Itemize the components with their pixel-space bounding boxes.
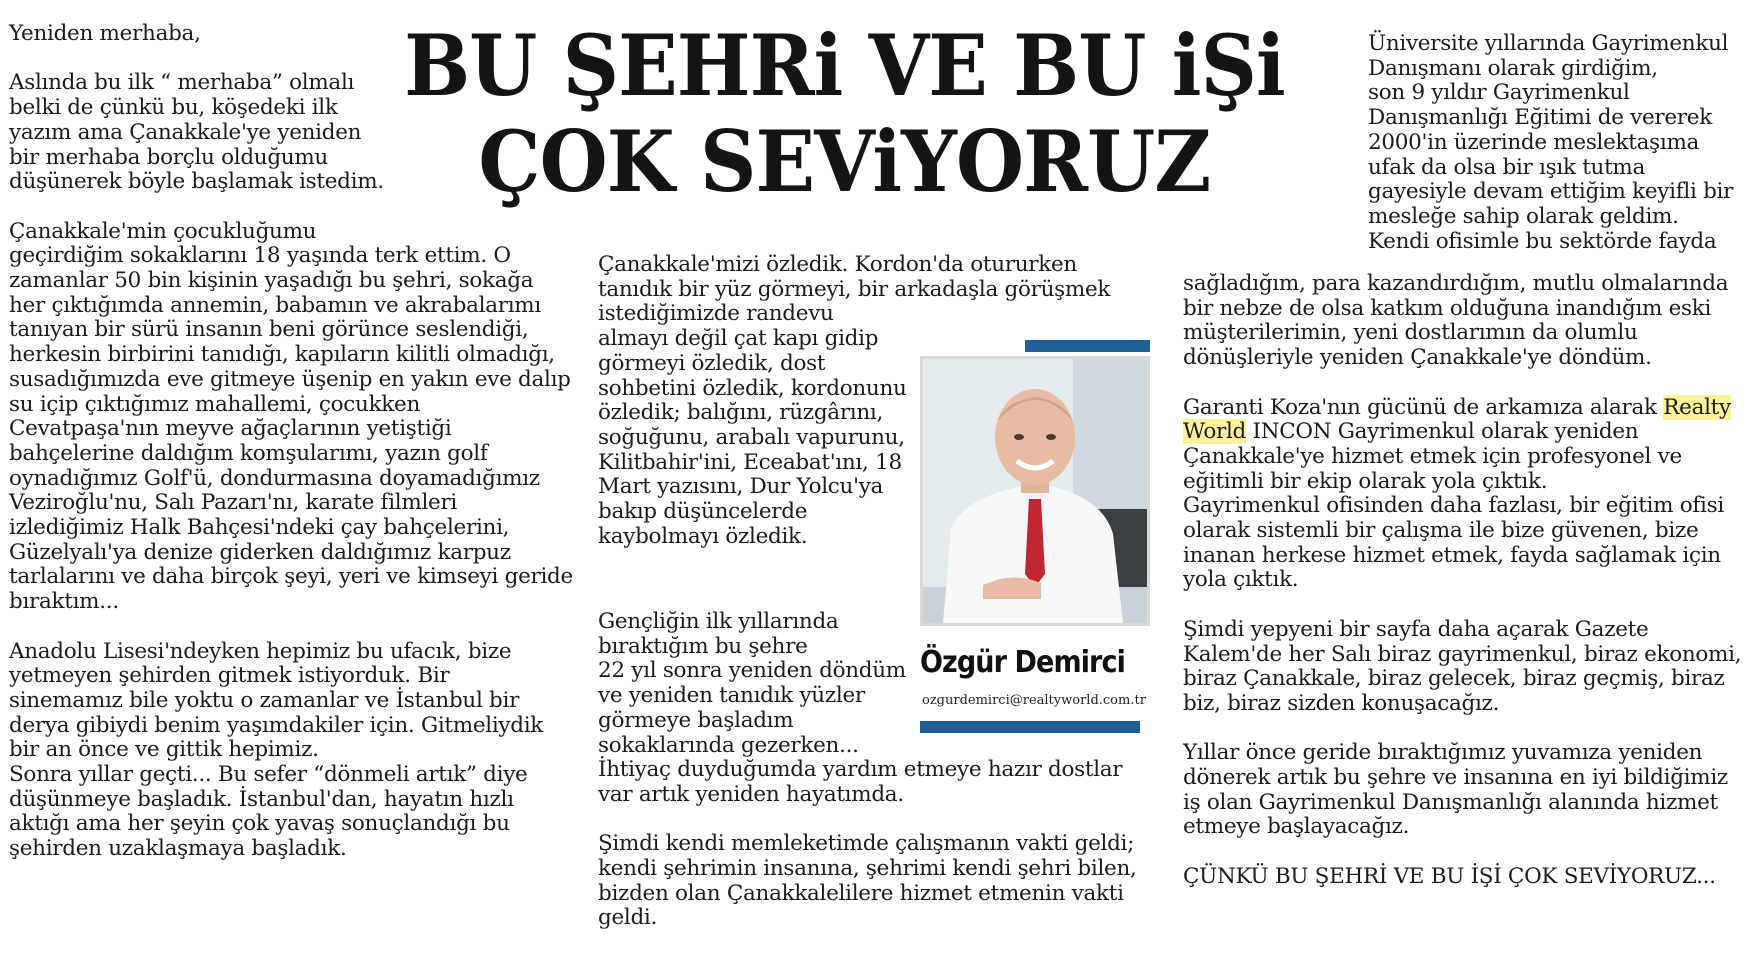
paragraph: Çanakkale'min çocukluğumu geçirdiğim sokaklarını 18 yaşında terk ettim. O zamanlar 50 bin kişinin yaşadığı bu şehri, sokağa her çıktığımda annemin, babamın ve akrabalarımı tanıyan bir sürü insanın beni görünce seslendiği, herkesin birbirini tanıdığı, kapıların kilitli olmadığı, susadığımızda eve gitmeye üşenip en yakın eve dalıp su içip çıktığımız mahallemi, çocukken Cevatpaşa'nın meyve ağaçlarının yetiştiği bahçelerine daldığım komşularımı, yazın golf oynadığımız Golf'ü, dondurmasına doyamadığımız Veziroğlu'nu, Salı Pazarı'nı, karate filmleri izlediğimiz Halk Bahçesi'ndeki çay bahçelerini, Güzelyalı'ya denize giderken daldığımız karpuz tarlalarını ve daha birçok şeyi, yeri ve kimseyi geride bıraktım... bbox=[9, 218, 573, 615]
paragraph bbox=[1183, 396, 1745, 594]
accent-bar bbox=[1025, 340, 1150, 352]
portrait-photo-icon bbox=[920, 356, 1150, 626]
accent-bar bbox=[920, 721, 1140, 733]
greeting: Yeniden merhaba, bbox=[9, 21, 201, 46]
paragraph: Anadolu Lisesi'ndeyken hepimiz bu ufacık, bize yetmeyen şehirden gitmek istiyorduk. Bir sinemamız bile yoktu o zamanlar ve İstanbul bir derya gibiydi benim yaşımdakiler için. Gitmeliydik bir an önce ve gittik hepimiz. Sonra yıllar geçti... Bu sefer “dönmeli artık” diye düşünmeye başladık. İstanbul'dan, hayatın hızlı aktığı ama her şeyin çok yavaş sonuçlandığı bu şehirden uzaklaşmaya başladık. bbox=[9, 638, 544, 862]
left-column bbox=[9, 22, 574, 862]
text-run: INCON Gayrimenkul olarak yeniden Çanakkale'ye hizmet etmek için profesyonel ve eğitimli bir ekip olarak yola çıktık. Gayrimenkul ofisinden daha fazlası, bir eğitim ofisi olarak sistemli bir çalışma ile bize güvenen, bize inanan herkese hizmet etmek, fayda sağlamak için yola çıktık. bbox=[1183, 419, 1724, 593]
right-column bbox=[1183, 272, 1745, 890]
closing-line: ÇÜNKÜ BU ŞEHRİ VE BU İŞİ ÇOK SEVİYORUZ... bbox=[1183, 863, 1716, 889]
paragraph: Aslında bu ilk “ merhaba” olmalı belki de çünkü bu, köşedeki ilk yazım ama Çanakkale'ye yeniden bir merhaba borçlu olduğumu düşünerek böyle başlamak istedim. bbox=[9, 70, 384, 195]
author-email: ozgurdemirci@realtyworld.com.tr bbox=[922, 693, 1146, 708]
highlighted-brand: World bbox=[1183, 419, 1247, 445]
paragraph: sağladığım, para kazandırdığım, mutlu olmalarında bir nebze de olsa katkım olduğuna inandığım eski müşterilerimin, yeni dostlarımın da olumlu dönüşleriyle yeniden Çanakkale'ye döndüm. bbox=[1183, 271, 1729, 371]
paragraph: Çanakkale'mizi özledik. Kordon'da otururken tanıdık bir yüz görmeyi, bir arkadaşla görüşmek istediğimizde randevu almayı değil çat kapı gidip görmeyi özledik, dost sohbetini özledik, kordonunu özledik; balığını, rüzgârını, soğuğunu, arabalı vapurunu, Kilitbahir'ini, Eceabat'ını, 18 Mart yazısını, Dur Yolcu'ya bakıp düşüncelerde kaybolmayı özledik. bbox=[598, 252, 1111, 549]
author-name: Özgür Demirci bbox=[920, 645, 1125, 680]
paragraph: Gençliğin ilk yıllarında bıraktığım bu şehre 22 yıl sonra yeniden döndüm ve yeniden tanıdık yüzler görmeye başladım sokaklarında gezerken... İhtiyaç duyduğumda yardım etmeye hazır dostlar var artık yeniden hayatımda. bbox=[598, 609, 1123, 807]
paragraph: Şimdi kendi memleketimde çalışmanın vakti geldi; kendi şehrimin insanına, şehrimi kendi şehri bilen, bizden olan Çanakkalelilere hizmet etmenin vakti geldi. bbox=[598, 831, 1137, 931]
right-column-top bbox=[1368, 32, 1748, 254]
paragraph: Şimdi yepyeni bir sayfa daha açarak Gazete Kalem'de her Salı biraz gayrimenkul, biraz ekonomi, biraz Çanakkale, biraz gelecek, biraz geçmiş, biraz biz, biraz sizden konuşacağız. bbox=[1183, 616, 1742, 716]
article-headline: BU ŞEHRi VE BU iŞi ÇOK SEViYORUZ bbox=[404, 16, 1285, 211]
text-run: Garanti Koza'nın gücünü de arkamıza alarak bbox=[1183, 394, 1664, 420]
highlighted-brand: Realty bbox=[1663, 394, 1731, 420]
paragraph: Yıllar önce geride bıraktığımız yuvamıza yeniden dönerek artık bu şehre ve insanına en iyi bildiğimiz iş olan Gayrimenkul Danışmanlığı alanında hizmet etmeye başlayacağız. bbox=[1183, 740, 1728, 840]
paragraph: Üniversite yıllarında Gayrimenkul Danışmanı olarak girdiğim, son 9 yıldır Gayrimenkul Danışmanlığı Eğitimi de vererek 2000'in üzerinde meslektaşıma ufak da olsa bir ışık tutma gayesiyle devam ettiğim keyifli bir mesleğe sahip olarak geldim. Kendi ofisimle bu sektörde fayda bbox=[1368, 31, 1734, 254]
